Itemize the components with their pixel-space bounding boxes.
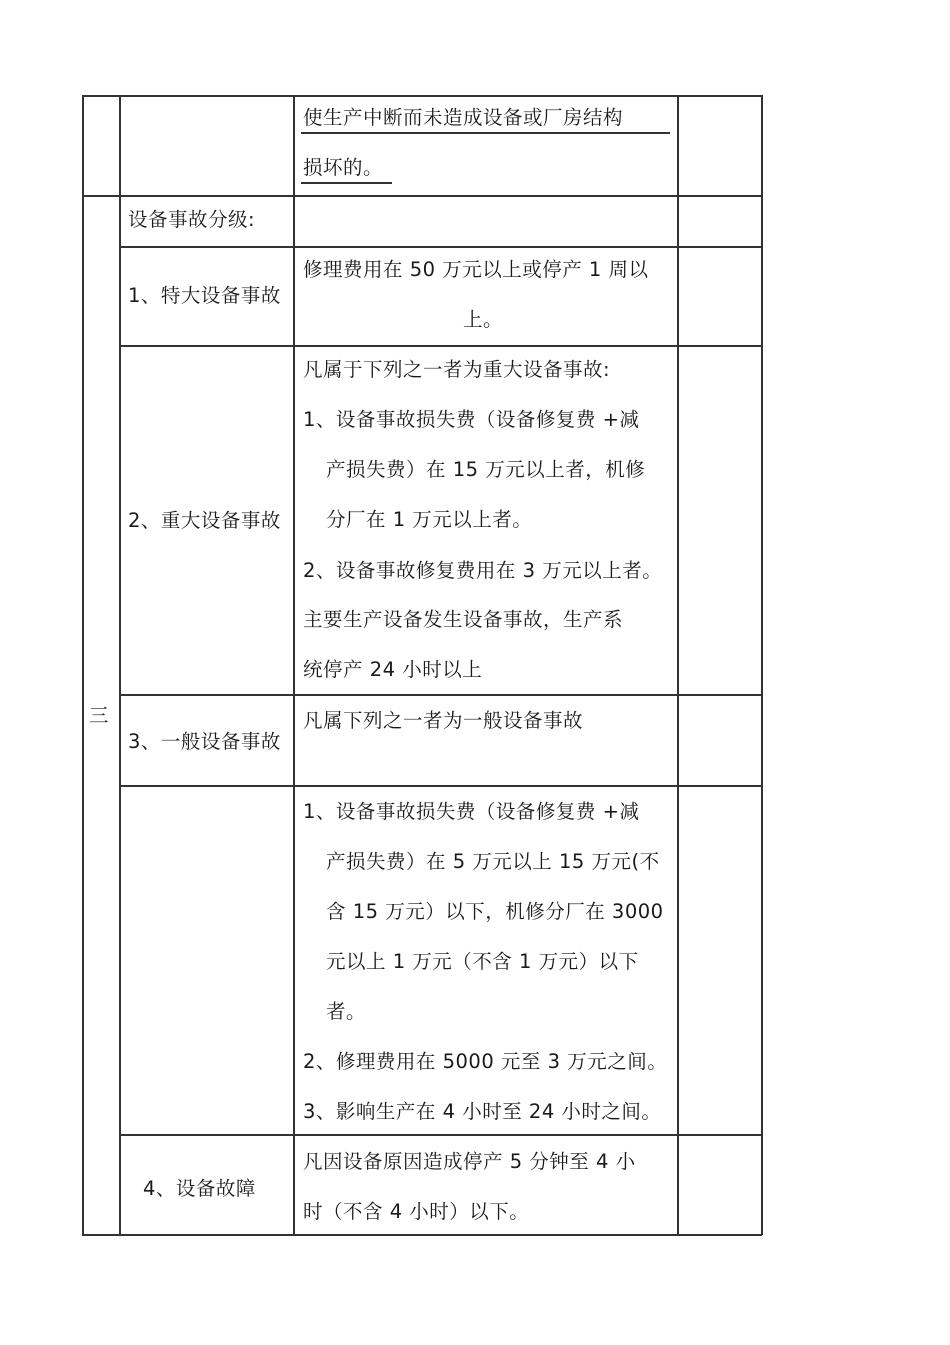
level4-desc-line2: 时（不含 4 小时）以下。 (303, 1200, 530, 1223)
row-border (119, 246, 762, 248)
grading-header: 设备事故分级: (128, 208, 256, 231)
level3-line: 含 15 万元）以下，机修分厂在 3000 (326, 900, 664, 923)
level4-label: 4、设备故障 (143, 1177, 256, 1200)
level2-line: 分厂在 1 万元以上者。 (326, 508, 533, 531)
col-border (761, 95, 763, 1235)
level3-intro: 凡属下列之一者为一般设备事故 (303, 709, 584, 732)
row0-desc-line2: 损坏的。 (303, 156, 384, 179)
level3-line: 者。 (326, 1000, 367, 1023)
level3-label: 3、一般设备事故 (128, 730, 281, 753)
row-border (119, 785, 762, 787)
level3-line: 元以上 1 万元（不含 1 万元）以下 (326, 950, 639, 973)
level1-label: 1、特大设备事故 (128, 284, 281, 307)
row-border (82, 1234, 762, 1236)
row0-underline-2 (301, 182, 392, 184)
section-number: 三 (89, 704, 110, 727)
level2-line: 凡属于下列之一者为重大设备事故: (303, 358, 611, 381)
level3-line: 3、影响生产在 4 小时至 24 小时之间。 (303, 1100, 662, 1123)
col-border (677, 95, 679, 1235)
row-border (119, 1134, 762, 1136)
level3-line: 产损失费）在 5 万元以上 15 万元(不 (326, 850, 660, 873)
row-border (82, 95, 762, 97)
level2-label: 2、重大设备事故 (128, 509, 281, 532)
row-border (82, 195, 762, 197)
row0-desc-line1: 使生产中断而未造成设备或厂房结构 (303, 106, 624, 129)
level2-line: 产损失费）在 15 万元以上者，机修 (326, 458, 646, 481)
level2-line: 2、设备事故修复费用在 3 万元以上者。 (303, 559, 663, 582)
row-border (119, 345, 762, 347)
level1-desc-line1: 修理费用在 50 万元以上或停产 1 周以 (303, 258, 649, 281)
level4-desc-line1: 凡因设备原因造成停产 5 分钟至 4 小 (303, 1150, 636, 1173)
level3-line: 2、修理费用在 5000 元至 3 万元之间。 (303, 1050, 668, 1073)
row-border (119, 694, 762, 696)
level3-line: 1、设备事故损失费（设备修复费 +减 (303, 800, 640, 823)
row0-underline-1 (301, 132, 670, 134)
col-border (293, 95, 295, 1235)
level2-line: 1、设备事故损失费（设备修复费 +减 (303, 408, 640, 431)
level2-line: 主要生产设备发生设备事故，生产系 (303, 608, 624, 631)
level1-desc-line2: 上。 (463, 308, 504, 331)
col-border (82, 95, 84, 1235)
col-border (119, 95, 121, 1235)
level2-line: 统停产 24 小时以上 (303, 658, 483, 681)
